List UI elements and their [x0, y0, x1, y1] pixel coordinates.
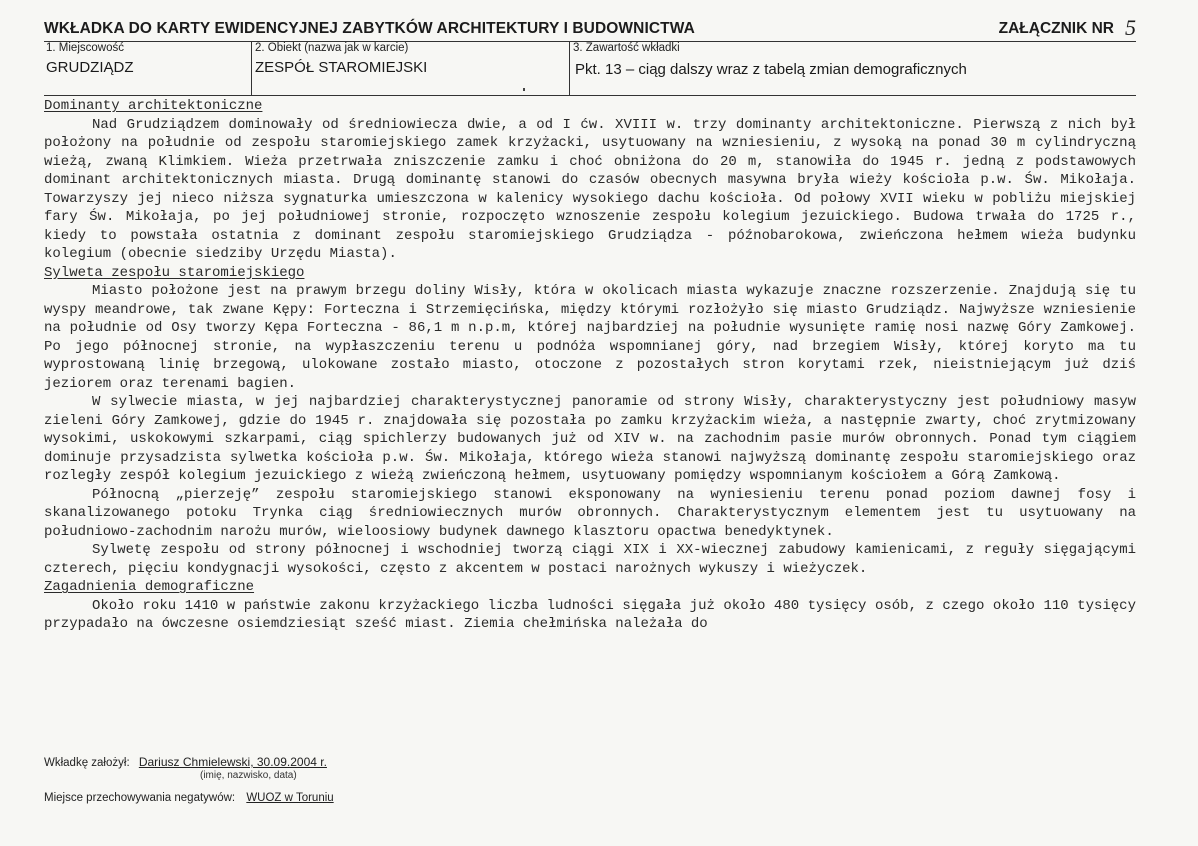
document-body — [44, 97, 1136, 634]
section-heading-silhouette: Sylweta zespołu staromiejskiego — [44, 264, 305, 281]
field-value-object: ZESPÓŁ STAROMIEJSKI — [255, 59, 428, 76]
paragraph-dominants: Nad Grudziądzem dominowały od średniowiecza dwie, a od I ćw. XVIII w. trzy dominanty architektoniczne. Pierwszą z nich był położony na południe od zespołu staromiejskiego zamek krzyżacki, usytuowany na wzniesieniu, z wysoką na ponad 30 m cylindryczną wieżą, zwaną Klimkiem. Wieża przetrwała zniszczenie zamku i choć obniżona do 20 m, stanowiła do 1945 r. jedną z podstawowych dominant architektonicznych miasta. Drugą dominantę stanowi do czasów obecnych masywna bryła wieży kościoła p.w. Św. Mikołaja. Towarzyszy jej nieco niższa sygnaturka umieszczona w kalenicy wysokiego dachu kościoła. Od połowy XVII wieku w pobliżu miejskiej fary Św. Mikołaja, po jej południowej stronie, rozpoczęto wznoszenie zespołu kolegium jezuickiego. Budowa trwała do 1725 r., kiedy to powstała ostatnia z dominant zespołu staromiejskiego Grudziądza - późnobarokowa, zwieńczona hełmem wieża budynku kolegium (obecnie siedziby Urzędu Miasta). — [44, 116, 1136, 262]
section-heading-dominants: Dominanty architektoniczne — [44, 98, 263, 114]
compiled-by-hint: (imię, nazwisko, data) — [200, 770, 297, 781]
field-value-locality: GRUDZIĄDZ — [46, 59, 134, 76]
paragraph-silhouette-2: W sylwecie miasta, w jej najbardziej charakterystycznej panoramie od strony Wisły, charakterystyczny jest południowy masyw zieleni Góry Zamkowej, gdzie do 1945 r. znajdowała się pozostała po zamku krzyżackim wieża, a następnie zwarty, choć zrytmizowany wysokimi, uskokowymi szkarpami, ciąg spichlerzy budowanych już od XIV w. na zachodnim pasie murów obronnych. Ponad tym ciągiem dominuje przysadzista sylwetka kościoła p.w. Św. Mikołaja, którego wieża stanowi najwyższą dominantę zespołu staromiejskiego oraz rozległy zespół kolegium jezuickiego z wieżą zwieńczoną hełmem, usytuowany pomiędzy wspomnianym kościołem a Górą Zamkową. — [44, 394, 1136, 484]
annex-number: 5 — [1125, 15, 1136, 40]
paragraph-silhouette-4: Sylwetę zespołu od strony północnej i wschodniej tworzą ciągi XIX i XX-wiecznej zabudowy kamienicami, z reguły sięgającymi czterech, pięciu kondygnacji wysokości, często z akcentem w postaci narożnych wykuszy i wieżyczek. — [44, 542, 1136, 577]
negatives-label: Miejsce przechowywania negatywów: — [44, 792, 236, 804]
field-divider-1 — [251, 41, 252, 95]
compiled-by-value: Dariusz Chmielewski, 30.09.2004 r. — [138, 755, 327, 769]
negatives-value: WUOZ w Toruniu — [246, 792, 334, 804]
scan-mark — [523, 88, 525, 91]
annex-label: ZAŁĄCZNIK NR — [998, 20, 1114, 37]
document-title: WKŁADKA DO KARTY EWIDENCYJNEJ ZABYTKÓW ARCHITEKTURY I BUDOWNICTWA — [44, 20, 695, 37]
paragraph-silhouette-3: Północną „pierzeję” zespołu staromiejskiego stanowi eksponowany na wyniesieniu terenu ponad poziom dawnej fosy i skanalizowanego potoku Trynka ciąg średniowiecznych murów obronnych. Charakterystycznym elementem jest tu usytuowany na południowo-zachodnim narożu murów, wieloosiowy budynek dawnego klasztoru opactwa benedyktynek. — [44, 486, 1136, 540]
field-label-contents: 3. Zawartość wkładki — [573, 42, 680, 54]
header-bottom-rule — [44, 95, 1136, 96]
paragraph-demographics: Około roku 1410 w państwie zakonu krzyżackiego liczba ludności sięgała już około 480 tysięcy osób, z czego około 110 tysięcy przypadało na ówczesne osiemdziesiąt sześć miast. Ziemia chełmińska należała do — [44, 597, 1136, 632]
compiled-by-label: Wkładkę założył: — [44, 757, 130, 769]
section-heading-demographics: Zagadnienia demograficzne — [44, 579, 255, 595]
negatives-line — [44, 792, 334, 804]
field-label-object: 2. Obiekt (nazwa jak w karcie) — [255, 42, 409, 54]
compiled-by-line — [44, 755, 327, 769]
field-label-locality: 1. Miejscowość — [46, 42, 124, 54]
paragraph-silhouette-1: Miasto położone jest na prawym brzegu doliny Wisły, która w okolicach miasta wykazuje znaczne rozszerzenie. Znajdują się tu wyspy meandrowe, tak zwane Kępy: Forteczna i Strzemięcińska, między którymi rozłożyło się miasto Grudziądz. Najwyższe wzniesienie na południe od Osy tworzy Kępa Forteczna - 86,1 m n.p.m, której najbardziej na południe wysunięte ramię nosi nazwę Góry Zamkowej. Po jego północnej stronie, na wypłaszczeniu terenu u podnóża wspomnianej góry, nad brzegiem Wisły, której koryto ma tu wyprostowaną linię brzegową, ulokowane zostało miasto, otoczone z pozostałych stron korytami rzek, nieistniejącym już dziś jeziorem oraz terenami bagien. — [44, 283, 1136, 392]
field-divider-2 — [569, 41, 570, 95]
document-header — [44, 15, 1136, 42]
field-value-contents: Pkt. 13 – ciąg dalszy wraz z tabelą zmian demograficznych — [575, 61, 967, 78]
